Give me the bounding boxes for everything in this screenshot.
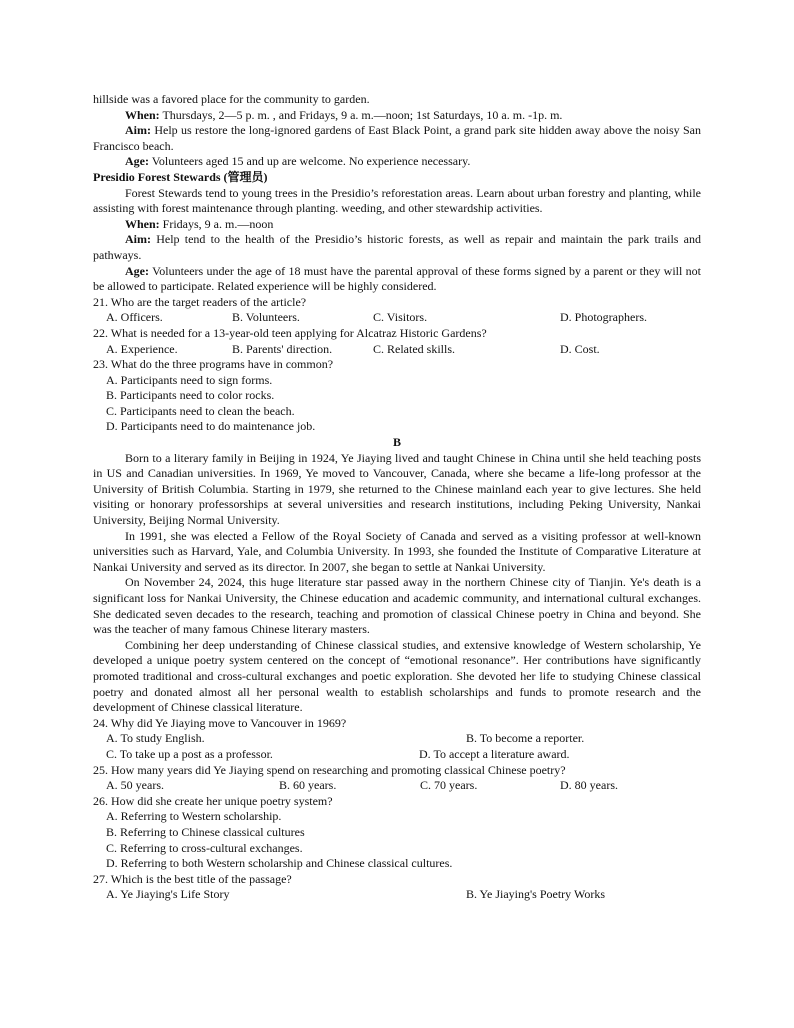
question-27-options [93, 887, 701, 903]
question-23-option-c[interactable]: C. Participants need to clean the beach. [106, 403, 295, 418]
question-24-options-row-2 [93, 747, 701, 763]
question-26-option-b[interactable]: B. Referring to Chinese classical cultures [106, 824, 305, 839]
question-23-option-b[interactable]: B. Participants need to color rocks. [106, 388, 275, 403]
question-22-option-b[interactable]: B. Parents' direction. [232, 341, 333, 356]
presidio-age [93, 264, 701, 295]
passage-a-when [93, 108, 701, 124]
aim-label: Aim: [125, 123, 151, 138]
question-25-option-a[interactable]: A. 50 years. [106, 778, 164, 793]
passage-b-paragraph-4: Combining her deep understanding of Chinese classical studies, and extensive knowledge of Western scholarship, Ye developed a unique poetry system centered on the concept of “emotional resonance”. Her contributions have significantly promoted traditional and cross-cultural exchanges and poetic exploration. She devoted her life to studying Chinese classical poetry and donated almost all her personal wealth to establish scholarships and funds to promote research and the development of Chinese classical literature. [93, 637, 701, 715]
question-25-stem: 25. How many years did Ye Jiaying spend on researching and promoting classical Chinese poetry? [93, 762, 566, 777]
exam-page [93, 92, 701, 903]
question-22-stem: 22. What is needed for a 13-year-old teen applying for Alcatraz Historic Gardens? [93, 325, 487, 340]
age-label: Age: [125, 154, 149, 169]
question-21-options [93, 310, 701, 326]
aim-text: Help us restore the long-ignored gardens of East Black Point, a grand park site hidden away above the noisy San Francisco beach. [93, 123, 701, 153]
question-23-option-d[interactable]: D. Participants need to do maintenance job. [106, 419, 316, 434]
presidio-heading: Presidio Forest Stewards (管理员) [93, 169, 268, 184]
question-21-option-a[interactable]: A. Officers. [106, 310, 163, 325]
aim-text: Help tend to the health of the Presidio’s historic forests, as well as repair and maintain the park trails and pathways. [93, 232, 701, 262]
question-23-option-a[interactable]: A. Participants need to sign forms. [106, 372, 273, 387]
question-27-stem: 27. Which is the best title of the passage? [93, 871, 292, 886]
question-25-option-c[interactable]: C. 70 years. [420, 778, 478, 793]
passage-a-age [93, 154, 701, 170]
question-21-stem: 21. Who are the target readers of the article? [93, 294, 307, 309]
question-24-stem: 24. Why did Ye Jiaying move to Vancouver in 1969? [93, 715, 347, 730]
question-27-option-b[interactable]: B. Ye Jiaying's Poetry Works [466, 887, 605, 902]
question-26-option-d[interactable]: D. Referring to both Western scholarship and Chinese classical cultures. [106, 856, 453, 871]
question-21-option-d[interactable]: D. Photographers. [560, 310, 647, 325]
question-22-options [93, 342, 701, 358]
age-text: Volunteers under the age of 18 must have the parental approval of these forms signed by a parent or they will not be allowed to participate. Related experience will be highly considered. [93, 263, 701, 294]
age-text: Volunteers aged 15 and up are welcome. No experience necessary. [149, 154, 471, 169]
when-label: When: [125, 107, 160, 122]
passage-b-paragraph-1: Born to a literary family in Beijing in 1924, Ye Jiaying lived and taught Chinese in China until she held teaching posts in US and Canadian universities. In 1969, Ye moved to Vancouver, Canada, where she became a life-long professor at the University of British Columbia. Starting in 1979, she returned to the Chinese mainland each year to give lectures. She held visiting or honorary professorships at several universities and research institutions, including Peking University, Nankai University, Beijing Normal University. [93, 450, 701, 528]
question-21-option-c[interactable]: C. Visitors. [373, 310, 428, 325]
question-24-option-d[interactable]: D. To accept a literature award. [419, 746, 570, 761]
when-label: When: [125, 216, 160, 231]
question-25-option-b[interactable]: B. 60 years. [279, 778, 337, 793]
question-25-options [93, 778, 701, 794]
presidio-when [93, 217, 701, 233]
question-23-stem: 23. What do the three programs have in common? [93, 357, 334, 372]
question-21-option-b[interactable]: B. Volunteers. [232, 310, 300, 325]
question-22-option-c[interactable]: C. Related skills. [373, 341, 455, 356]
passage-a-aim [93, 123, 701, 154]
passage-b-paragraph-2: In 1991, she was elected a Fellow of the Royal Society of Canada and served as a visiting professor at well-known universities such as Harvard, Yale, and Columbia University. In 1993, she founded the Institute of Comparative Literature at Nankai University and served as its director. In 2007, she began to settle at Nankai University. [93, 528, 701, 574]
passage-b-paragraph-3: On November 24, 2024, this huge literature star passed away in the northern Chinese city of Tianjin. Ye's death is a significant loss for Nankai University, the Chinese education and academic community, and international cultural exchanges. She dedicated seven decades to the research, teaching and promotion of classical Chinese poetry in China and beyond. She was the teacher of many famous Chinese literary masters. [93, 575, 701, 637]
presidio-intro: Forest Stewards tend to young trees in the Presidio’s reforestation areas. Learn about urban forestry and planting, while assisting with forest maintenance through planting. weeding, and other stewardship activities. [93, 185, 701, 216]
question-26-stem: 26. How did she create her unique poetry system? [93, 793, 333, 808]
when-text: Thursdays, 2—5 p. m. , and Fridays, 9 a. m.—noon; 1st Saturdays, 10 a. m. -1p. m. [159, 107, 563, 122]
question-24-option-a[interactable]: A. To study English. [106, 731, 205, 746]
passage-a-intro-tail: hillside was a favored place for the community to garden. [93, 92, 370, 106]
question-24-option-b[interactable]: B. To become a reporter. [466, 731, 585, 746]
question-26-option-a[interactable]: A. Referring to Western scholarship. [106, 809, 282, 824]
question-25-option-d[interactable]: D. 80 years. [560, 778, 618, 793]
section-b-label: B [392, 435, 401, 450]
question-22-option-a[interactable]: A. Experience. [106, 341, 178, 356]
age-label: Age: [125, 263, 149, 278]
question-24-option-c[interactable]: C. To take up a post as a professor. [106, 746, 273, 761]
question-26-option-c[interactable]: C. Referring to cross-cultural exchanges. [106, 840, 303, 855]
when-text: Fridays, 9 a. m.—noon [159, 216, 274, 231]
question-22-option-d[interactable]: D. Cost. [560, 341, 600, 356]
question-24-options-row-1 [93, 731, 701, 747]
aim-label: Aim: [125, 232, 151, 247]
question-27-option-a[interactable]: A. Ye Jiaying's Life Story [106, 887, 230, 902]
presidio-aim [93, 232, 701, 263]
